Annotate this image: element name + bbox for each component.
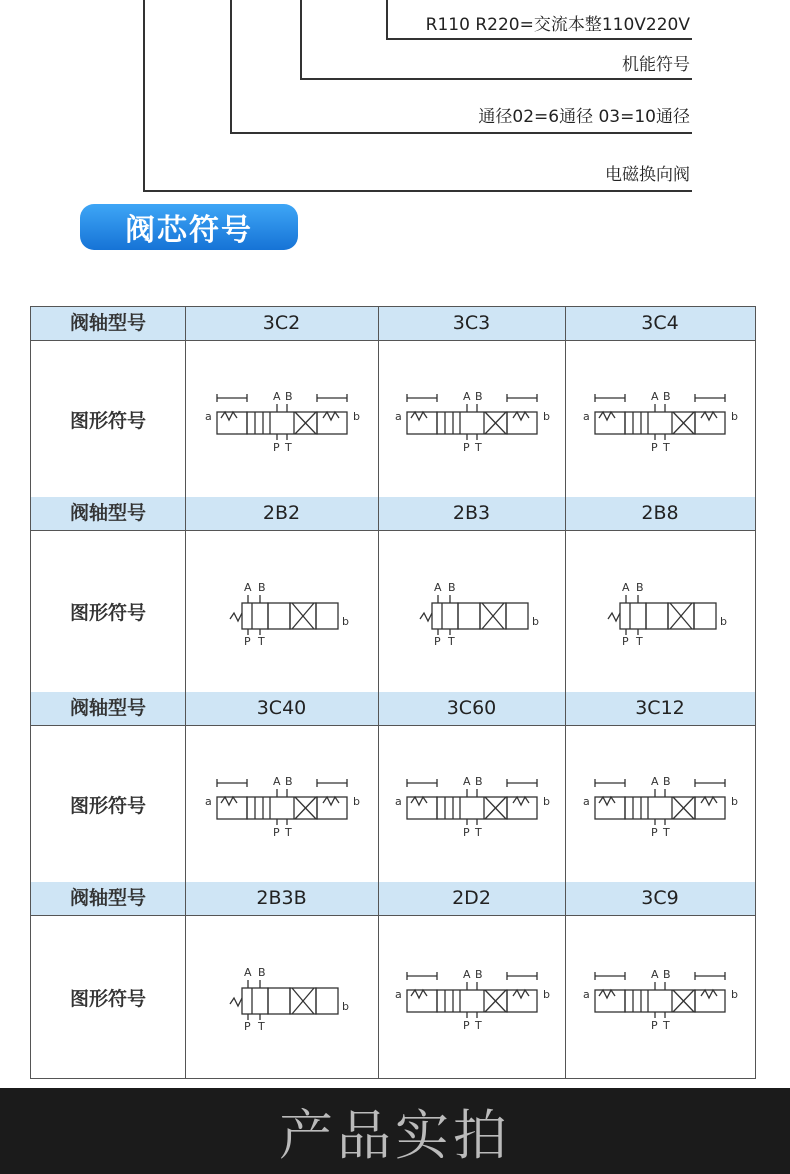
svg-text:b: b	[352, 795, 360, 808]
svg-text:B: B	[284, 775, 293, 788]
svg-text:a: a	[583, 410, 590, 423]
label-valve-type: 电磁换向阀	[605, 165, 690, 185]
model-cell: 3C4	[641, 312, 679, 334]
svg-text:A: A	[243, 580, 252, 594]
header-row	[31, 497, 755, 531]
header-row-label: 阀轴型号	[69, 502, 146, 524]
column-divider	[185, 307, 186, 1078]
svg-text:A: A	[462, 968, 471, 981]
svg-text:a: a	[204, 795, 212, 808]
header-row	[31, 882, 755, 916]
svg-text:A: A	[243, 966, 252, 979]
svg-text:A: A	[651, 775, 659, 788]
model-cell: 3C40	[256, 697, 307, 719]
svg-text:A: A	[651, 390, 659, 403]
svg-text:b: b	[352, 410, 360, 423]
svg-text:A: A	[462, 390, 471, 403]
model-cell: 3C3	[452, 312, 491, 334]
svg-text:A: A	[622, 580, 630, 594]
svg-text:B: B	[474, 968, 483, 981]
header-row-label: 阀轴型号	[69, 887, 146, 909]
model-cell: 3C60	[446, 697, 497, 719]
svg-text:b: b	[542, 410, 550, 423]
svg-text:a: a	[394, 795, 402, 808]
svg-text:P: P	[462, 1019, 470, 1032]
svg-text:a: a	[583, 988, 590, 1001]
svg-text:B: B	[636, 580, 644, 594]
model-cell: 3C2	[262, 312, 301, 334]
svg-text:A: A	[433, 580, 442, 594]
svg-text:B: B	[663, 390, 671, 403]
label-path-size: 通径02=6通径 03=10通径	[478, 107, 690, 127]
svg-text:P: P	[651, 1019, 658, 1032]
valve-symbol-3c	[389, 962, 555, 1032]
header-row-label: 阀轴型号	[69, 697, 146, 719]
svg-text:P: P	[462, 441, 470, 454]
svg-text:T: T	[474, 441, 482, 454]
svg-text:b: b	[531, 614, 539, 628]
svg-text:b: b	[542, 988, 550, 1001]
valve-symbol-2b	[212, 577, 352, 647]
svg-text:B: B	[474, 775, 483, 788]
svg-text:B: B	[257, 966, 266, 979]
svg-text:P: P	[243, 634, 251, 647]
label-voltage: R110 R220=交流本整110V220V	[425, 15, 690, 35]
column-divider	[378, 307, 379, 1078]
figure-row-label: 图形符号	[69, 987, 146, 1010]
svg-text:a: a	[583, 795, 590, 808]
model-cell: 3C9	[641, 887, 679, 909]
header-row-label: 阀轴型号	[69, 312, 146, 334]
svg-text:B: B	[474, 390, 483, 403]
figure-row-label: 图形符号	[69, 409, 146, 432]
svg-text:a: a	[394, 410, 402, 423]
svg-text:P: P	[462, 826, 470, 839]
valve-symbol-3c	[389, 384, 555, 454]
model-cell: 3C12	[635, 697, 685, 719]
column-divider	[565, 307, 566, 1078]
section-title-pill: 阀芯符号	[80, 204, 298, 250]
svg-text:P: P	[651, 441, 658, 454]
model-cell: 2B8	[641, 502, 679, 524]
svg-text:T: T	[474, 1019, 482, 1032]
svg-text:b: b	[731, 795, 738, 808]
svg-text:b: b	[731, 410, 738, 423]
svg-text:P: P	[622, 634, 629, 647]
svg-text:A: A	[462, 775, 471, 788]
svg-text:P: P	[272, 826, 280, 839]
svg-text:P: P	[243, 1020, 251, 1032]
svg-text:T: T	[663, 826, 670, 839]
svg-text:B: B	[257, 580, 266, 594]
model-cell: 2B3B	[256, 887, 307, 909]
valve-symbol-3c	[199, 769, 365, 839]
svg-text:B: B	[663, 775, 671, 788]
svg-text:T: T	[663, 1019, 670, 1032]
product-photos-banner: 产品实拍	[0, 1088, 790, 1174]
svg-text:T: T	[636, 634, 643, 647]
header-row	[31, 307, 755, 341]
svg-text:B: B	[284, 390, 293, 403]
svg-text:P: P	[272, 441, 280, 454]
valve-symbol-3c	[577, 384, 743, 454]
svg-text:b: b	[542, 795, 550, 808]
svg-text:T: T	[257, 634, 265, 647]
valve-symbol-3c	[577, 769, 743, 839]
svg-text:B: B	[663, 968, 671, 981]
svg-text:b: b	[341, 1000, 349, 1013]
svg-text:T: T	[474, 826, 482, 839]
label-function-symbol: 机能符号	[622, 55, 690, 75]
svg-text:b: b	[720, 614, 727, 628]
svg-text:T: T	[447, 634, 455, 647]
model-cell: 2B2	[262, 502, 301, 524]
svg-text:B: B	[447, 580, 456, 594]
valve-symbol-3c	[577, 962, 743, 1032]
svg-text:b: b	[731, 988, 738, 1001]
svg-text:A: A	[272, 390, 281, 403]
figure-row-label: 图形符号	[69, 794, 146, 817]
model-cell: 2D2	[452, 887, 491, 909]
svg-text:T: T	[257, 1020, 265, 1032]
spool-symbol-table	[30, 306, 756, 1079]
svg-text:P: P	[433, 634, 441, 647]
figure-row-label: 图形符号	[69, 602, 146, 624]
svg-text:T: T	[663, 441, 670, 454]
valve-symbol-3c	[199, 384, 365, 454]
svg-text:P: P	[651, 826, 658, 839]
valve-symbol-3c	[389, 769, 555, 839]
valve-symbol-2b	[212, 962, 352, 1032]
header-row	[31, 692, 755, 726]
svg-text:A: A	[272, 775, 281, 788]
model-cell: 2B3	[452, 502, 491, 524]
svg-text:A: A	[651, 968, 659, 981]
valve-symbol-2b	[590, 577, 730, 647]
svg-text:T: T	[284, 441, 292, 454]
svg-text:a: a	[394, 988, 402, 1001]
svg-text:a: a	[204, 410, 212, 423]
valve-symbol-2b	[402, 577, 542, 647]
svg-text:b: b	[341, 614, 349, 628]
svg-text:T: T	[284, 826, 292, 839]
